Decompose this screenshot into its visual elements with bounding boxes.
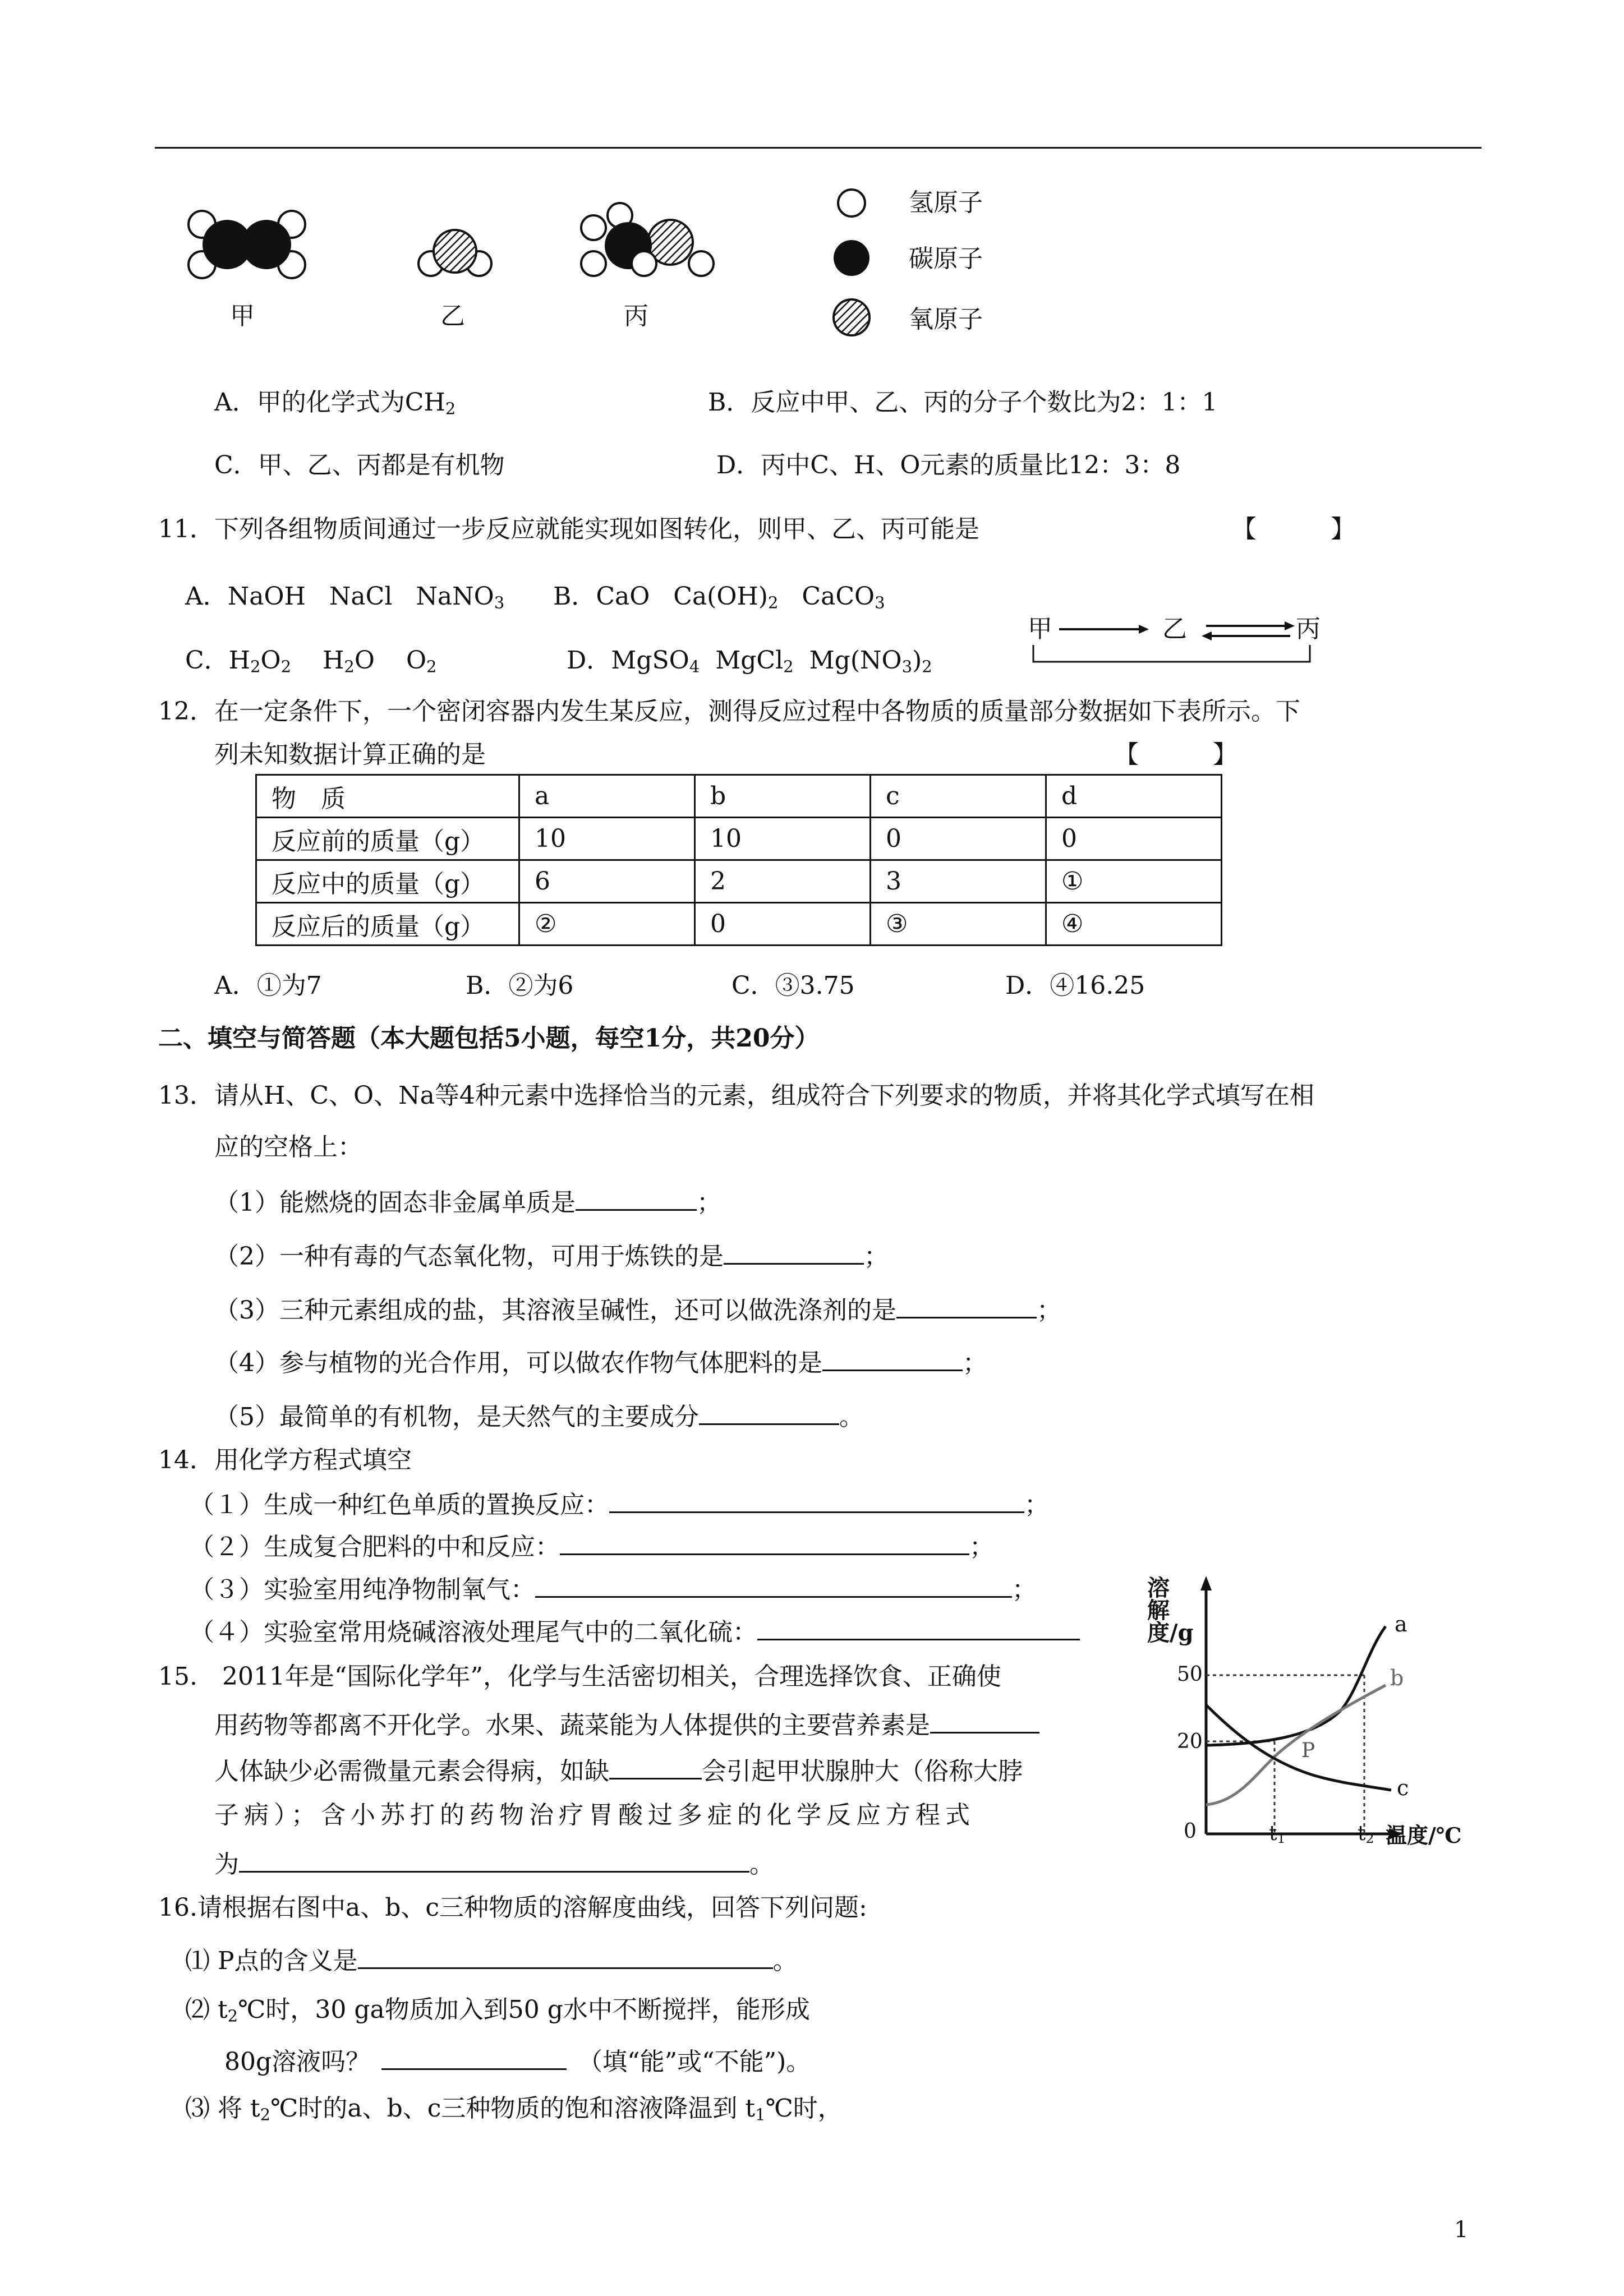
curve-label-b: b — [1390, 1666, 1404, 1690]
table-cell: 10 — [695, 818, 871, 860]
table-cell: 0 — [1046, 818, 1222, 860]
table-cell: 反应前的质量（g） — [256, 818, 519, 860]
q12-option-a: A．①为7 — [214, 971, 322, 1000]
table-cell: d — [1046, 775, 1222, 818]
table-cell: 物 质 — [256, 775, 519, 818]
q10-option-c: C．甲、乙、丙都是有机物 — [214, 451, 505, 480]
table-cell: ③ — [871, 903, 1046, 946]
table-cell: 0 — [871, 818, 1046, 860]
graph-xlabel: 温度/℃ — [1386, 1823, 1462, 1848]
table-cell: c — [871, 775, 1046, 818]
table-cell: b — [695, 775, 871, 818]
answer-blank[interactable] — [535, 1574, 1012, 1598]
answer-blank[interactable] — [930, 1709, 1039, 1733]
answer-blank[interactable] — [381, 2046, 567, 2070]
q13-item-5: （5）最简单的有机物，是天然气的主要成分 。 — [214, 1401, 864, 1431]
table-cell: 0 — [695, 903, 871, 946]
graph-ytick-50: 50 — [1177, 1663, 1203, 1686]
q11-stem: 11．下列各组物质间通过一步反应就能实现如图转化，则甲、乙、丙可能是 — [158, 515, 979, 543]
answer-blank[interactable] — [699, 1401, 839, 1425]
q12-option-c: C．③3.75 — [732, 971, 855, 1000]
molecule-label-yi: 乙 — [440, 302, 465, 330]
q15-line3: 人体缺少必需微量元素会得病，如缺 会引起甲状腺肿大（俗称大脖 — [214, 1755, 1023, 1785]
q11-option-d: D．MgSO$_4$ MgCl$_2$ $Mg(NO_3)_2$ — [567, 646, 932, 676]
curve-label-a: a — [1395, 1612, 1407, 1636]
q16-item-1: ⑴ P点的含义是 。 — [185, 1945, 798, 1975]
q10-option-d: D．丙中C、H、O元素的质量比12：3：8 — [716, 451, 1181, 480]
curve-label-c: c — [1397, 1776, 1409, 1800]
hatched-circle-icon — [834, 299, 869, 335]
header-rule — [155, 147, 1482, 149]
molecule-jia — [188, 211, 305, 278]
table-cell: 2 — [695, 860, 871, 903]
table-cell: 10 — [519, 818, 695, 860]
molecule-label-bing: 丙 — [624, 302, 648, 330]
q14-item-3: （３）实验室用纯净物制氧气： ； — [190, 1574, 1037, 1603]
answer-blank[interactable] — [239, 1848, 749, 1873]
answer-blank[interactable] — [576, 1187, 697, 1211]
answer-blank[interactable] — [358, 1945, 773, 1969]
table-cell: 6 — [519, 860, 695, 903]
q16-item-2-line2: 80g溶液吗？ （填“能”或“不能”)。 — [224, 2046, 811, 2076]
molecule-yi — [418, 230, 491, 276]
scheme-bracket — [1027, 645, 1318, 667]
q15-line2: 用药物等都离不开化学。水果、蔬菜能为人体提供的主要营养素是 — [214, 1709, 1039, 1739]
page-number: 1 — [1454, 2217, 1469, 2243]
q14-item-2: （２）生成复合肥料的中和反应： ； — [190, 1531, 994, 1561]
table-cell: a — [519, 775, 695, 818]
table-cell: 反应中的质量（g） — [256, 860, 519, 903]
legend-oxygen: 氧原子 — [909, 305, 983, 334]
graph-xtick-t2: $t_2$ — [1358, 1822, 1374, 1847]
legend-hydrogen: 氢原子 — [909, 188, 983, 217]
q16-item-3: ⑶ 将 $t_2℃$时的a、b、c三种物质的饱和溶液降温到 $t_1℃$时， — [185, 2094, 843, 2124]
q13-item-4: （4）参与植物的光合作用，可以做农作物气体肥料的是 ； — [214, 1347, 987, 1377]
answer-blank[interactable] — [724, 1241, 864, 1265]
answer-blank[interactable] — [609, 1489, 1024, 1513]
q13-stem-line2: 应的空格上： — [214, 1133, 362, 1161]
q16-stem: 16.请根据右图中a、b、c三种物质的溶解度曲线，回答下列问题: — [158, 1893, 867, 1922]
section-2-title: 二、填空与简答题（本大题包括5小题，每空1分，共20分） — [158, 1024, 820, 1053]
answer-blank[interactable] — [896, 1294, 1037, 1318]
q13-item-2: （2）一种有毒的气态氧化物，可用于炼铁的是 ； — [214, 1241, 889, 1270]
answer-blank[interactable] — [609, 1755, 702, 1779]
molecule-label-jia: 甲 — [230, 302, 255, 330]
scheme-jia: 甲 — [1028, 615, 1052, 643]
q13-stem-line1: 13．请从H、C、O、Na等4种元素中选择恰当的元素，组成符合下列要求的物质，并将其化学式填写在相 — [158, 1081, 1314, 1110]
table-cell: 3 — [871, 860, 1046, 903]
q15-line4: 子病）；含小苏打的药物治疗胃酸过多症的化学反应方程式 — [214, 1801, 975, 1829]
table-cell: ② — [519, 903, 695, 946]
filled-circle-icon — [834, 240, 869, 276]
table-cell: ① — [1046, 860, 1222, 903]
mass-data-table — [255, 774, 1222, 946]
answer-blank[interactable] — [757, 1616, 1080, 1640]
open-circle-icon — [838, 190, 865, 216]
answer-blank[interactable] — [560, 1531, 969, 1555]
q11-option-a: A．NaOH NaCl NaNO$_3$ — [185, 582, 505, 612]
table-header-row — [256, 775, 1222, 818]
q14-item-1: （１）生成一种红色单质的置换反应： ； — [190, 1489, 1049, 1519]
table-cell: ④ — [1046, 903, 1222, 946]
graph-ytick-20: 20 — [1177, 1730, 1203, 1753]
q12-bracket: 【 】 — [1114, 740, 1237, 769]
q11-bracket: 【 】 — [1232, 515, 1355, 543]
q15-line1: 15. 2011年是“国际化学年”，化学与生活密切相关，合理选择饮食、正确使 — [158, 1662, 1001, 1691]
legend-carbon: 碳原子 — [909, 245, 983, 273]
graph-ylabel: 溶解度/g — [1147, 1575, 1194, 1646]
q13-item-1: （1）能燃烧的固态非金属单质是 ； — [214, 1187, 721, 1216]
table-row — [256, 818, 1222, 860]
q15-line5: 为 。 — [214, 1848, 774, 1878]
point-label-p: P — [1301, 1739, 1315, 1762]
table-row — [256, 860, 1222, 903]
q11-option-c: C．$H_2O_2$ $H_2O$ $O_2$ — [185, 646, 437, 676]
q13-item-3: （3）三种元素组成的盐，其溶液呈碱性，还可以做洗涤剂的是 ； — [214, 1294, 1061, 1324]
q12-option-b: B．②为6 — [466, 971, 574, 1000]
q12-stem-line1: 12．在一定条件下，一个密闭容器内发生某反应，测得反应过程中各物质的质量部分数据如下表所示。下 — [158, 697, 1300, 726]
scheme-yi: 乙 — [1162, 615, 1187, 643]
q14-stem: 14．用化学方程式填空 — [158, 1446, 412, 1474]
q12-option-d: D．④16.25 — [1005, 971, 1145, 1000]
table-cell: 反应后的质量（g） — [256, 903, 519, 946]
graph-origin: 0 — [1184, 1820, 1197, 1843]
q14-item-4: （４）实验室常用烧碱溶液处理尾气中的二氧化硫： — [190, 1616, 1080, 1646]
molecule-bing — [581, 203, 714, 276]
table-row — [256, 903, 1222, 946]
graph-xtick-t1: $t_1$ — [1269, 1822, 1286, 1847]
q10-option-a: A．甲的化学式为$CH_2$ — [214, 388, 456, 418]
q10-option-b: B．反应中甲、乙、丙的分子个数比为2：1：1 — [708, 388, 1218, 417]
answer-blank[interactable] — [822, 1347, 963, 1371]
q16-item-2-line1: ⑵ $t_2℃$时，30 ga物质加入到50 g水中不断搅拌，能形成 — [185, 1995, 810, 2026]
q11-option-b: B．CaO $Ca(OH)_2$ CaCO$_3$ — [553, 582, 885, 612]
scheme-bing: 丙 — [1296, 615, 1321, 643]
q12-stem-line2: 列未知数据计算正确的是 — [214, 740, 486, 769]
